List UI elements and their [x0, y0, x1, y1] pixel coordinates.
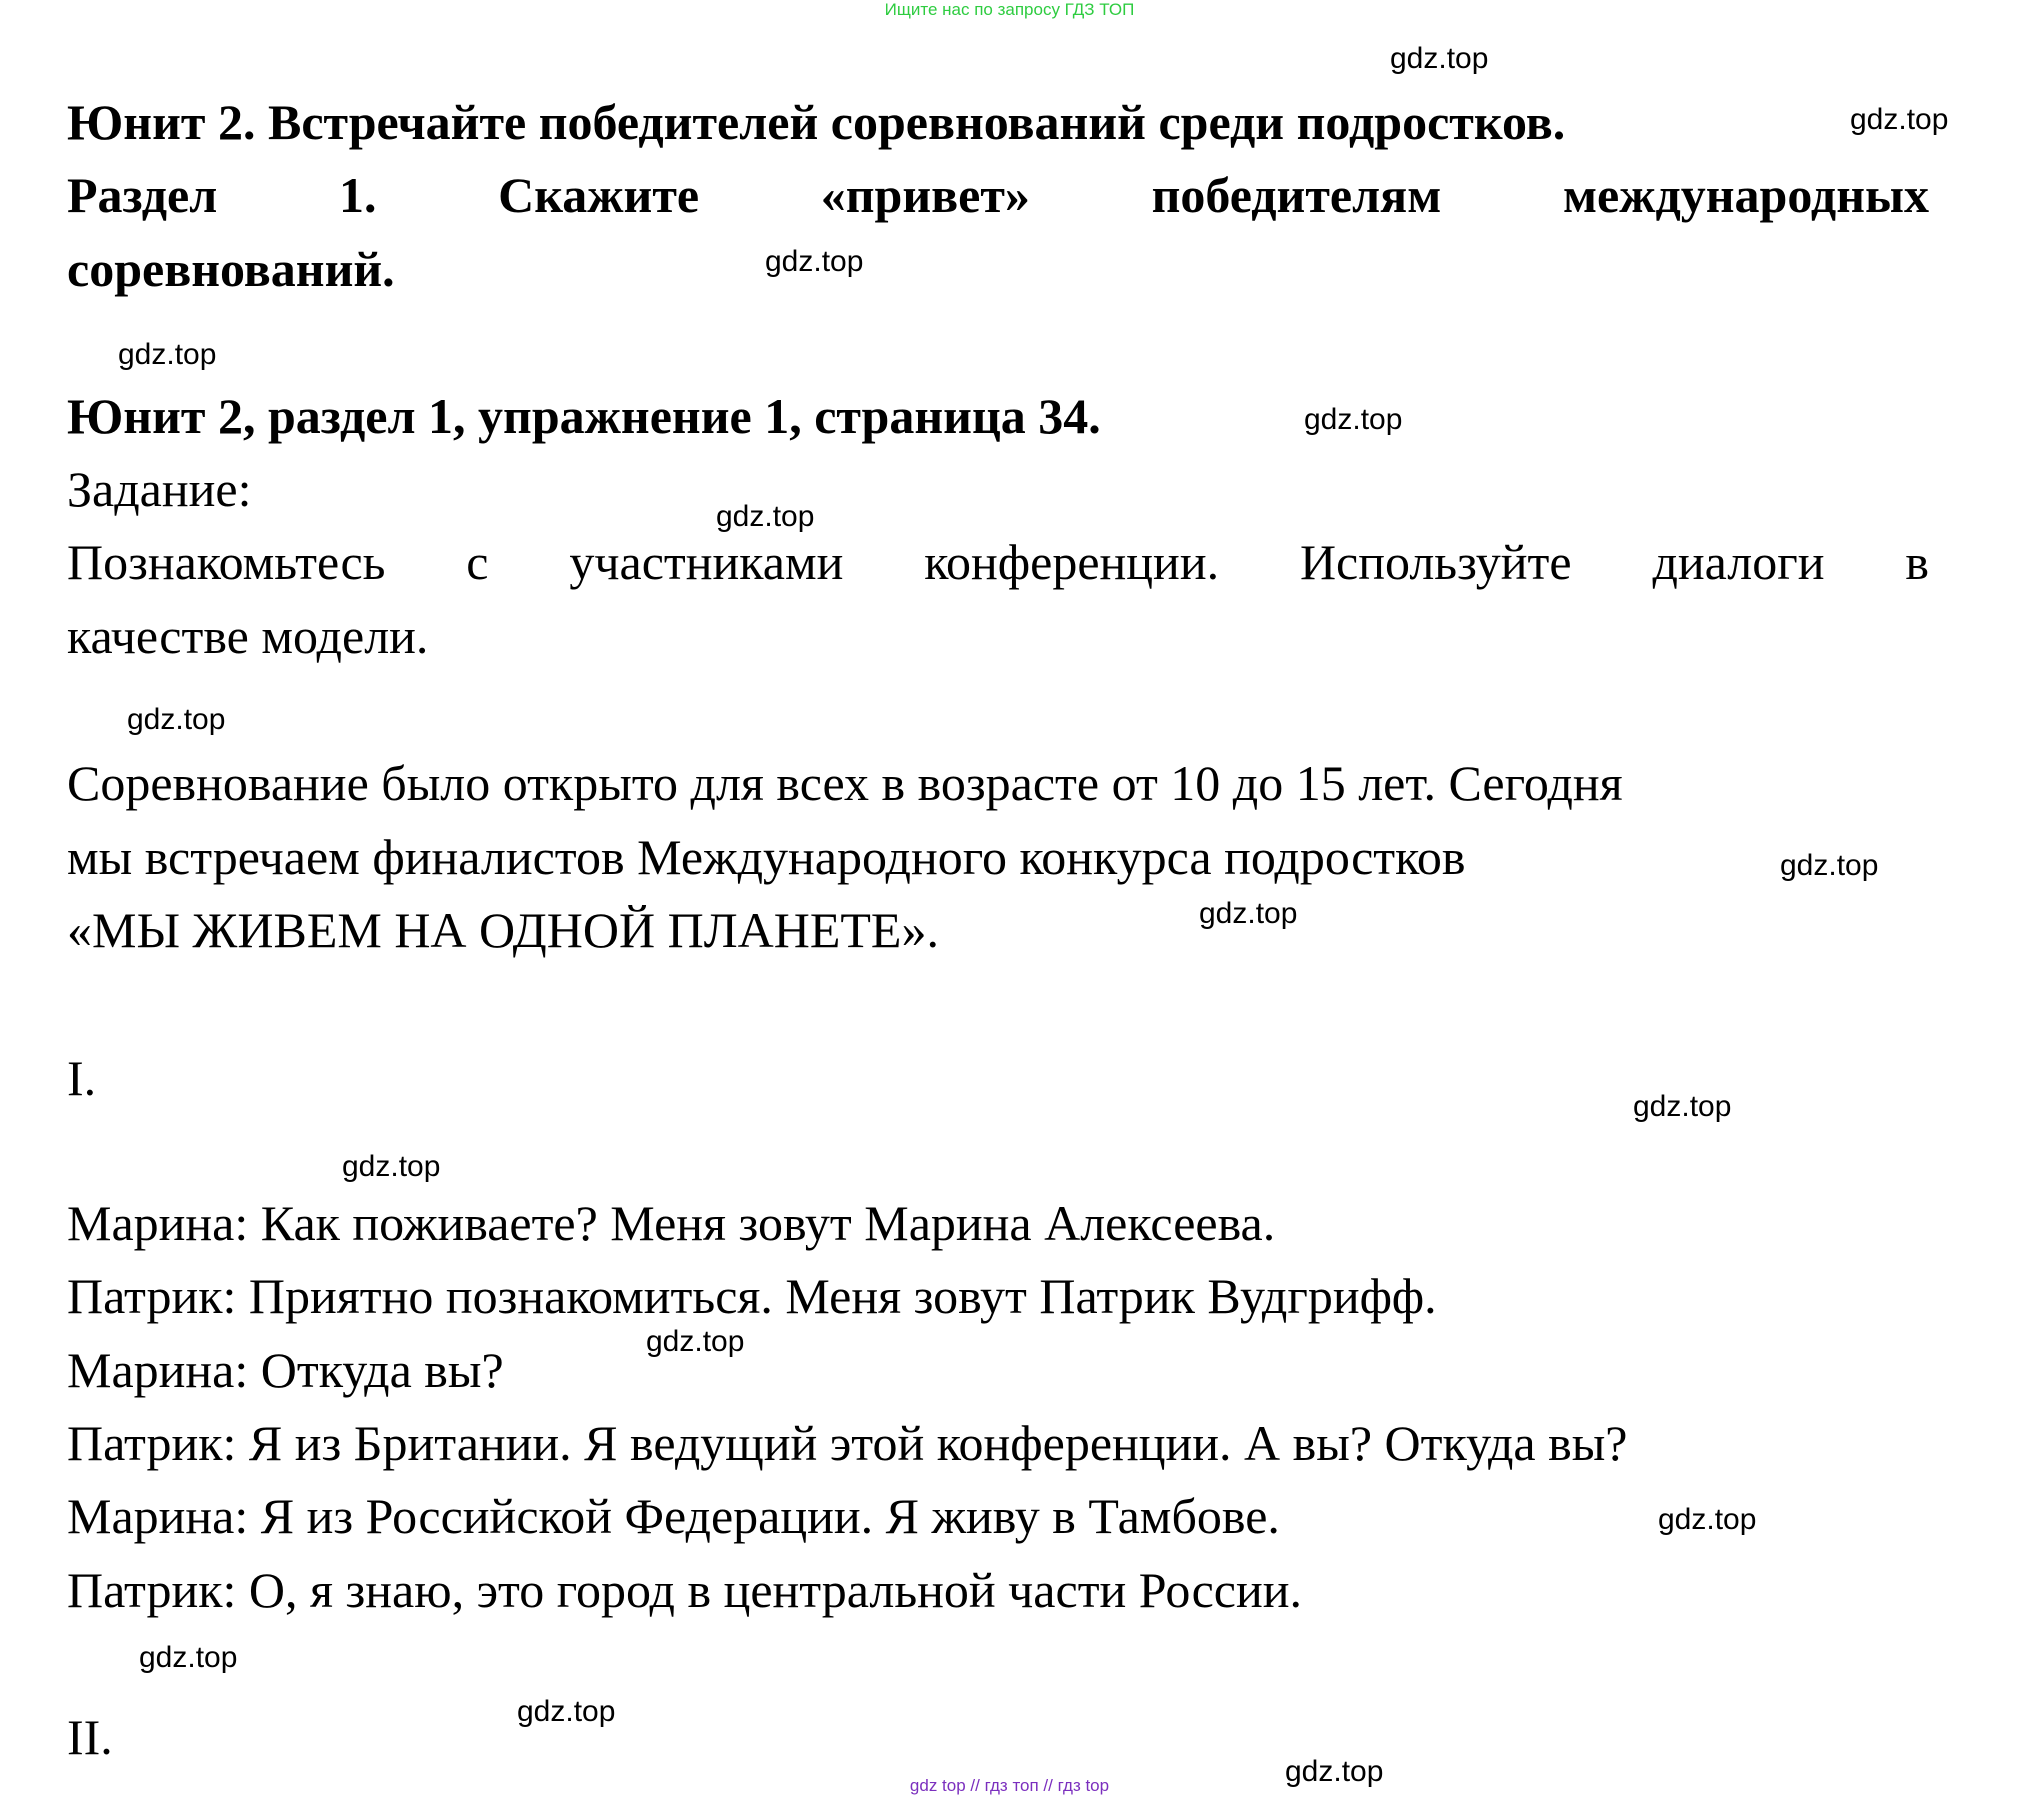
dialogue-line: Патрик: Я из Британии. Я ведущий этой конференции. А вы? Откуда вы? [67, 1415, 1628, 1471]
task-label: Задание: [67, 461, 252, 517]
dialogue-line: Марина: Откуда вы? [67, 1342, 504, 1398]
watermark: gdz.top [517, 1695, 616, 1728]
task-text-line1: Познакомьтесь с участниками конференции. Используйте диалоги в [67, 534, 1929, 590]
watermark: gdz.top [1285, 1755, 1384, 1788]
exercise-title: Юнит 2, раздел 1, упражнение 1, страница 34. [67, 388, 1101, 444]
section-word: «привет» [820, 167, 1030, 223]
dialogue-line: Патрик: Приятно познакомиться. Меня зовут Патрик Вудгрифф. [67, 1268, 1437, 1324]
watermark: gdz.top [127, 703, 226, 736]
watermark: gdz.top [646, 1325, 745, 1358]
dialogue-line: Марина: Как поживаете? Меня зовут Марина Алексеева. [67, 1195, 1276, 1251]
section-title-line2: соревнований. [67, 241, 395, 297]
top-banner[interactable]: Ищите нас по запросу ГДЗ ТОП [884, 0, 1135, 19]
watermark: gdz.top [1304, 403, 1403, 436]
watermark: gdz.top [1658, 1503, 1757, 1536]
watermark: gdz.top [765, 245, 864, 278]
unit-title: Юнит 2. Встречайте победителей соревнований среди подростков. [67, 94, 1566, 150]
watermark: gdz.top [1850, 103, 1949, 136]
task-text-line2: качестве модели. [67, 608, 429, 664]
watermark: gdz.top [118, 338, 217, 371]
watermark: gdz.top [716, 500, 815, 533]
intro-line1: Соревнование было открыто для всех в возрасте от 10 до 15 лет. Сегодня [67, 755, 1623, 811]
watermark: gdz.top [342, 1150, 441, 1183]
dialogue-line: Марина: Я из Российской Федерации. Я живу в Тамбове. [67, 1488, 1280, 1544]
intro-line2: мы встречаем финалистов Международного конкурса подростков [67, 829, 1466, 885]
section-title-line1 [67, 158, 1929, 232]
part-one-label: I. [67, 1050, 97, 1106]
part-two-label: II. [67, 1709, 113, 1765]
section-word: Скажите [498, 167, 700, 223]
watermark: gdz.top [1199, 897, 1298, 930]
dialogue-line: Патрик: О, я знаю, это город в центральной части России. [67, 1562, 1303, 1618]
watermark: gdz.top [1633, 1090, 1732, 1123]
section-word: 1. [338, 167, 377, 223]
section-word: международных [1562, 167, 1930, 223]
section-word: Раздел [67, 167, 218, 223]
watermark: gdz.top [1780, 849, 1879, 882]
intro-line3: «МЫ ЖИВЕМ НА ОДНОЙ ПЛАНЕТЕ». [67, 902, 939, 958]
footer-links[interactable]: gdz top // гдз топ // гдз top [909, 1776, 1110, 1795]
watermark: gdz.top [1390, 42, 1489, 75]
section-word: победителям [1151, 167, 1442, 223]
watermark: gdz.top [139, 1641, 238, 1674]
